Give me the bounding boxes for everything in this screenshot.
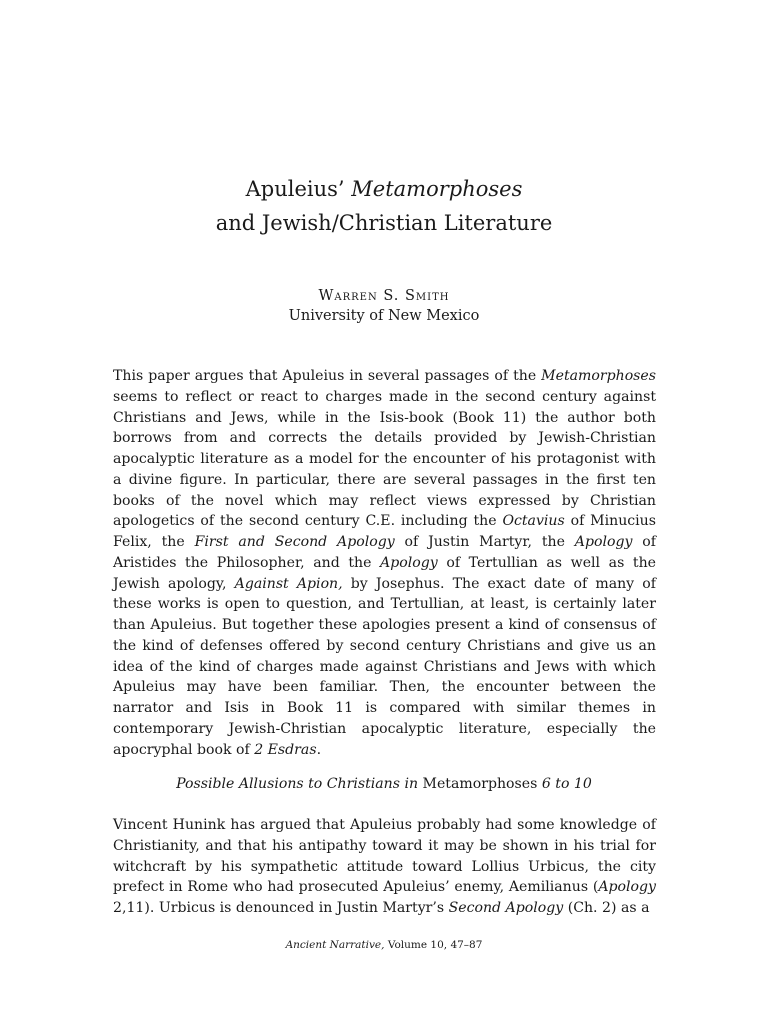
abstract-text: seems to reflect or react to charges made in the second century against Christians and Jews, while in the Isis-book (Book 11) the author both borrows from and corrects the details provided by Jewish-Christian apocalyptic literature as a model for the encounter of his protagonist with a divine figure. In particular, there are several passages in the first ten books of the novel which may reflect views expressed by Christian apologetics of the second century C.E. including the <box>113 388 656 530</box>
section-heading <box>0 774 768 794</box>
abstract-text: of Justin Martyr, the <box>394 534 575 550</box>
title-prefix: Apuleius’ <box>245 177 352 201</box>
abstract-italic: Octavius <box>502 513 565 530</box>
abstract-text: of Aristides the Philosopher, and the <box>113 534 657 571</box>
footer-journal: Ancient Narrative, <box>285 939 385 951</box>
abstract-text: This paper argues that Apuleius in several passages of the <box>113 368 542 384</box>
body-italic: Second Apology <box>448 900 564 916</box>
section-heading-roman: Metamorphoses <box>422 776 538 792</box>
title-italic: Metamorphoses <box>351 177 523 201</box>
title-line-2: and Jewish/Christian Literature <box>215 211 553 235</box>
paper-title <box>0 172 768 240</box>
abstract-italic: Apology <box>380 554 438 571</box>
abstract-text: . <box>316 741 322 758</box>
author-name: Warren S. Smith <box>318 288 450 304</box>
abstract-text: by Josephus. The exact date of many of these works is open to question, and Tertullian, at least, is certainly later than Apuleius. But together these apologies present a kind of consensus of the kind of defenses offered by second century Christians and give us an idea of the kind of charges made against Christians and Jews with which Apuleius may have been familiar. Then, the encounter between the narrator and Isis in Book 11 is compared with similar themes in contemporary Jewish-Christian apocalyptic literature, especially the apocryphal book of <box>113 575 656 758</box>
abstract-paragraph <box>113 366 656 760</box>
abstract-text: of Minucius Felix, the <box>113 513 656 550</box>
footer-volume: Volume 10, 47–87 <box>384 939 483 951</box>
body-paragraph <box>113 815 656 919</box>
body-text: (Ch. 2) as a <box>563 900 650 916</box>
abstract-italic: 2 Esdras <box>254 741 317 758</box>
section-heading-italic: 6 to 10 <box>537 776 592 792</box>
section-heading-italic: Possible Allusions to Christians in <box>176 776 423 792</box>
abstract-italic: First and Second Apology <box>194 534 395 550</box>
author-block <box>0 286 768 326</box>
abstract-italic: Apology <box>574 534 633 550</box>
body-italic: Apology <box>598 879 656 896</box>
page-footer <box>0 938 768 952</box>
abstract-italic: Metamorphoses <box>541 368 656 384</box>
body-text: Vincent Hunink has argued that Apuleius probably had some knowledge of Christianity, and that his antipathy toward it may be shown in his trial for witchcraft by his sympathetic attitude toward Lollius Urbicus, the city prefect in Rome who had prosecuted Apuleius’ enemy, Aemilianus ( <box>113 817 656 896</box>
abstract-italic: Against Apion, <box>234 575 343 592</box>
body-text: 2,11). Urbicus is denounced in Justin Martyr’s <box>113 900 449 916</box>
abstract-text: of Tertullian as well as the Jewish apology, <box>113 554 656 592</box>
author-affiliation: University of New Mexico <box>288 308 480 324</box>
title-line-1 <box>0 172 768 206</box>
